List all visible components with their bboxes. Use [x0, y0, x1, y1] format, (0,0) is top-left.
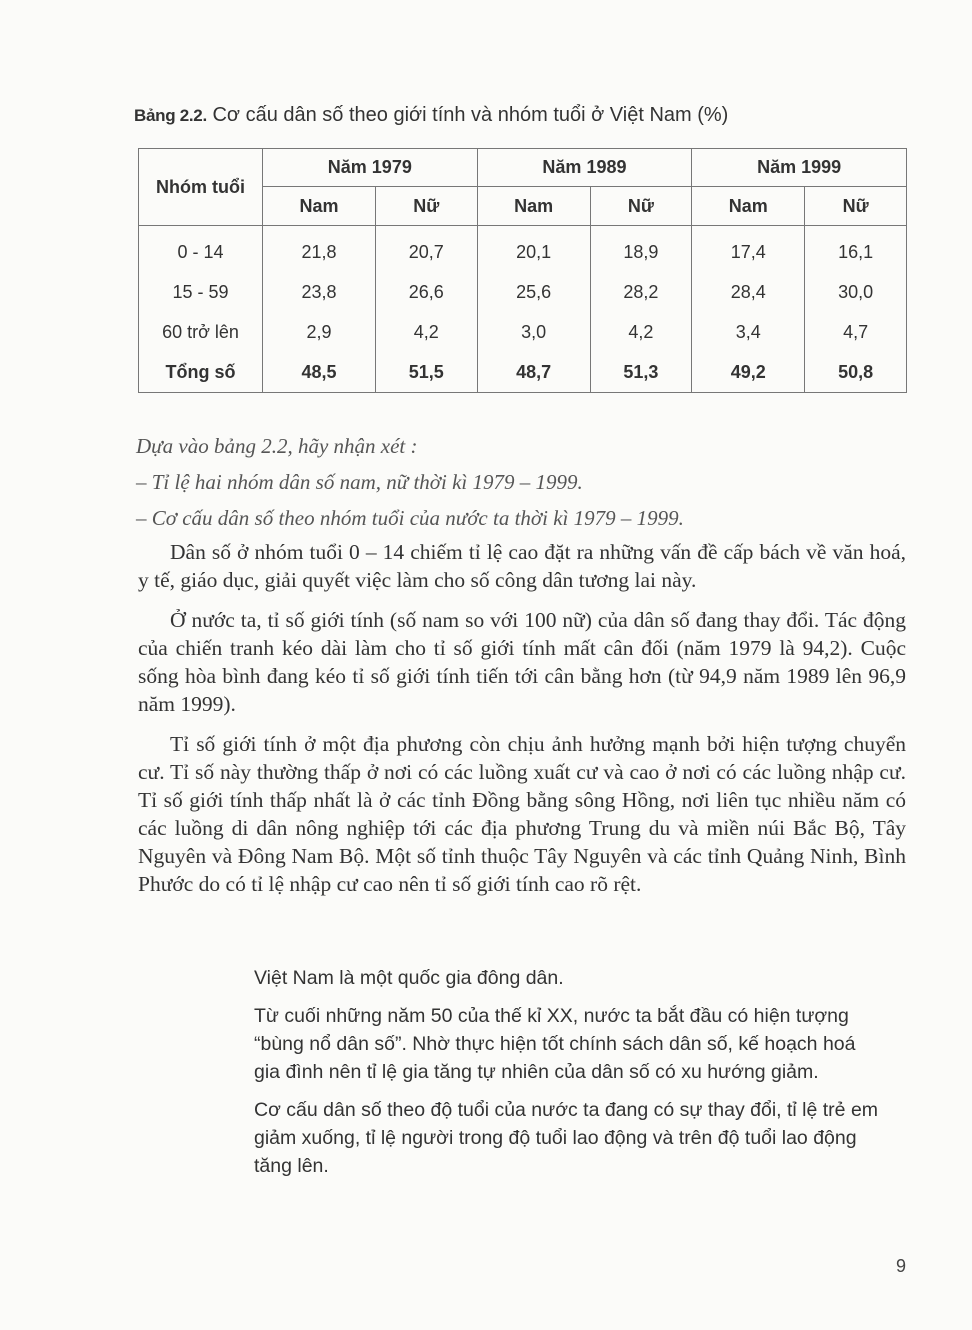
paragraph: Dân số ở nhóm tuổi 0 – 14 chiếm tỉ lệ cao đặt ra những vấn đề cấp bách về văn hoá, y tế, giáo dục, giải quyết việc làm cho số công dân tương lai này.	[138, 540, 906, 592]
value-cell: 51,5	[375, 352, 477, 393]
value-cell: 17,4	[692, 226, 805, 273]
paragraph: Ở nước ta, tỉ số giới tính (số nam so với 100 nữ) của dân số đang thay đổi. Tác động của chiến tranh kéo dài làm cho tỉ số giới tính mất cân đối (năm 1979 là 94,2). Cuộc sống hòa bình đang kéo tỉ số giới tính tiến tới cân bằng hơn (từ 94,9 năm 1989 lên 96,9 năm 1999).	[138, 608, 906, 716]
caption-label: Bảng 2.2.	[134, 106, 207, 125]
header-female-1989: Nữ	[590, 187, 692, 226]
header-female-1999: Nữ	[805, 187, 907, 226]
table-caption	[134, 104, 728, 127]
value-cell: 48,7	[477, 352, 590, 393]
table-row	[139, 272, 907, 312]
table-row	[139, 226, 907, 273]
value-cell: 49,2	[692, 352, 805, 393]
header-year-1989: Năm 1989	[477, 149, 692, 187]
table-row-total	[139, 352, 907, 393]
age-group-cell: 60 trở lên	[139, 312, 263, 352]
caption-text: Cơ cấu dân số theo giới tính và nhóm tuổi ở Việt Nam (%)	[212, 104, 729, 126]
value-cell: 20,1	[477, 226, 590, 273]
age-group-cell: 15 - 59	[139, 272, 263, 312]
header-female-1979: Nữ	[375, 187, 477, 226]
body-text	[138, 538, 906, 910]
summary-item: Cơ cấu dân số theo độ tuổi của nước ta đang có sự thay đổi, tỉ lệ trẻ em giảm xuống, tỉ lệ người trong độ tuổi lao động và trên độ tuổi lao động tăng lên.	[254, 1099, 879, 1177]
value-cell: 30,0	[805, 272, 907, 312]
header-age-group: Nhóm tuổi	[139, 149, 263, 226]
population-table	[138, 148, 907, 393]
header-male-1989: Nam	[477, 187, 590, 226]
value-cell: 3,0	[477, 312, 590, 352]
value-cell: 4,2	[375, 312, 477, 352]
value-cell: 50,8	[805, 352, 907, 393]
header-male-1979: Nam	[263, 187, 376, 226]
page-number: 9	[896, 1256, 907, 1276]
question-1: – Tỉ lệ hai nhóm dân số nam, nữ thời kì 1979 – 1999.	[136, 470, 583, 494]
value-cell: 16,1	[805, 226, 907, 273]
header-year-1979: Năm 1979	[263, 149, 478, 187]
value-cell: 28,4	[692, 272, 805, 312]
value-cell: 25,6	[477, 272, 590, 312]
header-male-1999: Nam	[692, 187, 805, 226]
value-cell: 20,7	[375, 226, 477, 273]
header-year-1999: Năm 1999	[692, 149, 907, 187]
summary-item: Việt Nam là một quốc gia đông dân.	[254, 967, 564, 989]
value-cell: 4,7	[805, 312, 907, 352]
value-cell: 51,3	[590, 352, 692, 393]
question-2: – Cơ cấu dân số theo nhóm tuổi của nước ta thời kì 1979 – 1999.	[136, 506, 684, 530]
summary-item: Từ cuối những năm 50 của thế kỉ XX, nước ta bắt đầu có hiện tượng “bùng nổ dân số”. Nhờ thực hiện tốt chính sách dân số, kế hoạch hoá gia đình nên tỉ lệ gia tăng tự nhiên của dân số có xu hướng giảm.	[254, 1005, 856, 1083]
age-group-cell: Tổng số	[139, 352, 263, 393]
value-cell: 28,2	[590, 272, 692, 312]
question-intro: Dựa vào bảng 2.2, hãy nhận xét :	[136, 434, 418, 458]
value-cell: 48,5	[263, 352, 376, 393]
value-cell: 2,9	[263, 312, 376, 352]
value-cell: 26,6	[375, 272, 477, 312]
value-cell: 21,8	[263, 226, 376, 273]
exercise-questions	[136, 428, 916, 536]
value-cell: 3,4	[692, 312, 805, 352]
table-row	[139, 312, 907, 352]
value-cell: 23,8	[263, 272, 376, 312]
value-cell: 18,9	[590, 226, 692, 273]
summary-box	[254, 964, 886, 1190]
paragraph: Tỉ số giới tính ở một địa phương còn chịu ảnh hưởng mạnh bởi hiện tượng chuyển cư. Tỉ số này thường thấp ở nơi có các luồng xuất cư và cao ở nơi có các luồng nhập cư. Tỉ số giới tính thấp nhất là ở các tỉnh Đồng bằng sông Hồng, nơi liên tục nhiều năm có các luồng di dân nông nghiệp tới các địa phương Trung du và miền núi Bắc Bộ, Tây Nguyên và Đông Nam Bộ. Một số tỉnh thuộc Tây Nguyên và các tỉnh Quảng Ninh, Bình Phước do có tỉ lệ nhập cư cao nên tỉ số giới tính cao rõ rệt.	[138, 732, 906, 896]
value-cell: 4,2	[590, 312, 692, 352]
age-group-cell: 0 - 14	[139, 226, 263, 273]
